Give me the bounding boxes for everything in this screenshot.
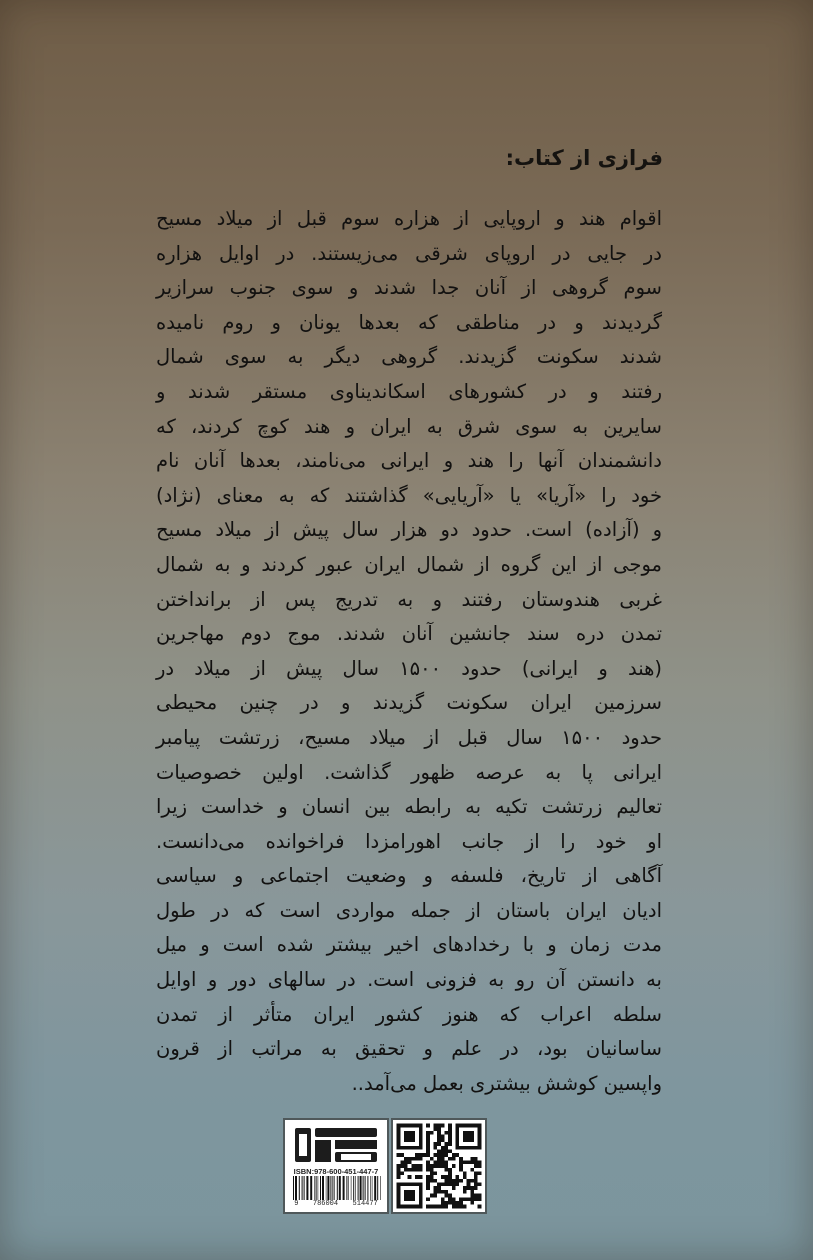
excerpt-line: خود را «آریا» یا «آریایی» گذاشتند که به معنای (نژاد) xyxy=(156,483,662,507)
excerpt-line: ادیان ایران باستان از جمله مواردی است که در طول xyxy=(156,898,662,922)
excerpt-line: غربی هندوستان رفتند و به تدریج پس از برانداختن xyxy=(156,587,662,611)
excerpt-line: اقوام هند و اروپایی از هزاره سوم قبل از میلاد مسیح xyxy=(156,207,662,230)
excerpt-body xyxy=(156,202,662,1101)
excerpt-line: سایرین به سوی شرق به ایران و هند کوچ کردند، که xyxy=(156,414,662,438)
excerpt-line: رفتند و در کشورهای اسکاندیناوی مستقر شدند و xyxy=(156,379,662,403)
isbn-digit-group: 514477 xyxy=(352,1200,378,1208)
excerpt-line: موجی از این گروه از شمال ایران عبور کردند و به شمال xyxy=(156,552,662,576)
excerpt-line: (هند و ایرانی) حدود ۱۵۰۰ سال پیش از میلاد در xyxy=(156,656,663,680)
excerpt-line: حدود ۱۵۰۰ سال قبل از میلاد مسیح، زرتشت پیامبر xyxy=(156,725,663,749)
isbn-number: ISBN:978-600-451-447-7 xyxy=(293,1167,379,1176)
excerpt-line: تعالیم زرتشت تکیه به رابطه بین انسان و خداست زیرا xyxy=(156,795,662,819)
excerpt-line: مدت زمان و با رخدادهای اخیر بیشتر شده است و میل xyxy=(156,933,662,957)
excerpt-line: و (آزاده) است. حدود دو هزار سال پیش از میلاد مسیح xyxy=(156,518,662,542)
excerpt-line: سرزمین ایران سکونت گزیدند و در چنین محیطی xyxy=(156,691,662,715)
publisher-logo xyxy=(291,1123,381,1167)
excerpt-line: دانشمندان آنها را هند و ایرانی می‌نامند، بعدها آنان نام xyxy=(156,449,662,473)
excerpt-line: شدند سکونت گزیدند. گروهی دیگر به سوی شمال xyxy=(156,345,662,369)
isbn-barcode xyxy=(291,1176,383,1200)
excerpt-line: ساسانیان بود، در علم و تحقیق به مراتب از قرون xyxy=(156,1037,662,1061)
excerpt-line: به دانستن آن رو به فزونی است. در سالهای دور و اوایل xyxy=(156,968,662,992)
excerpt-line: او خود را از جانب اهورامزدا فراخوانده می‌دانست. xyxy=(156,829,662,853)
publisher-isbn-label xyxy=(283,1118,389,1214)
isbn-digits xyxy=(287,1200,385,1208)
excerpt-line: سلطه اعراب که هنوز کشور ایران متأثر از تمدن xyxy=(156,1002,662,1026)
excerpt-line: سوم گروهی از آنان جدا شدند و سوی جنوب سرازیر xyxy=(156,276,662,300)
qr-code xyxy=(391,1118,487,1214)
isbn-digit-group: 786004 xyxy=(312,1200,339,1208)
excerpt-line: ایرانی پا به عرصه ظهور گذاشت. اولین خصوصیات xyxy=(156,760,662,784)
excerpt-line: گردیدند و در مناطقی که بعدها یونان و روم نامیده xyxy=(156,310,662,334)
excerpt-line: در جایی در اروپای شرقی می‌زیستند. در اوایل هزاره xyxy=(156,241,662,265)
isbn-digit-group: 9 xyxy=(294,1200,299,1208)
excerpt-heading: فرازی از کتاب: xyxy=(505,146,663,170)
excerpt-line: تمدن دره سند جانشین آنان شدند. موج دوم مهاجرین xyxy=(156,622,662,646)
excerpt-line: آگاهی از تاریخ، فلسفه و وضعیت اجتماعی و سیاسی xyxy=(156,864,662,888)
excerpt-line: واپسین کوشش بیشتری بعمل می‌آمد.. xyxy=(351,1071,662,1095)
